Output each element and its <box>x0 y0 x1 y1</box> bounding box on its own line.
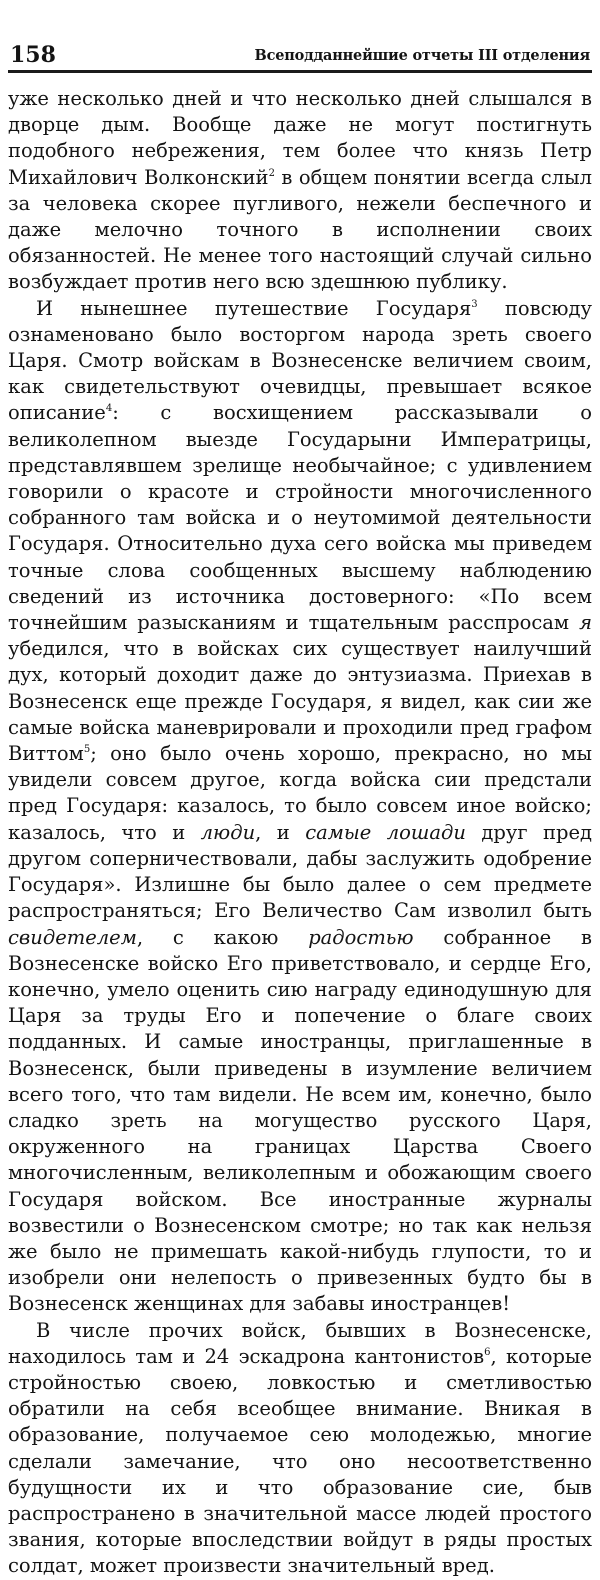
text-segment: повсюду ознаменовано было восторгом народа зреть своего Царя. Смотр войскам в Вознесенске величием своим, как свидетельствуют очевидцы, превышает всякое описание <box>8 296 592 425</box>
emphasis-text: люди <box>200 820 256 844</box>
paragraph <box>8 1318 592 1580</box>
paragraph <box>8 296 592 1318</box>
text-segment: В числе прочих войск, бывших в Вознесенске, находилось там и 24 эскадрона кантонистов <box>8 1318 592 1368</box>
text-segment: уже несколько дней и что несколько дней слышался в дворце дым. Вообще даже не могут постигнуть подобного небрежения, тем более что князь Петр Михайлович Волконский <box>8 87 592 189</box>
emphasis-text: радостью <box>308 925 414 949</box>
footnote-marker: 3 <box>471 298 478 310</box>
text-segment: , которые стройностью своею, ловкостью и сметливостью обратили на себя всеобщее внимание. Вникая в образование, получаемое сею молодежью, многие сделали замечание, что оно несоответственно будущности их и что образование сие, быв распространено в значительной массе людей простого звания, которые впоследствии войдут в ряды простых солдат, может произвести значительный вред. <box>8 1344 592 1578</box>
emphasis-text: я <box>579 611 592 635</box>
running-title: Всеподданнейшие отчеты III отделения <box>254 47 590 64</box>
header-rule <box>8 70 592 73</box>
page-header <box>8 40 592 70</box>
emphasis-text: самые лошади <box>305 820 466 844</box>
text-segment: ; оно было очень хорошо, прекрасно, но мы увидели совсем другое, когда войска сии предстали пред Государя: казалось, то было совсем иное войско; казалось, что и <box>8 742 592 844</box>
footnote-marker: 6 <box>484 1346 491 1358</box>
body-text <box>8 86 592 1580</box>
emphasis-text: свидетелем <box>8 925 137 949</box>
text-segment: убедился, что в войсках сих существует наилучший дух, который доходит даже до энтузиазма. Приехав в Вознесенск еще прежде Государя, я видел, как сии же самые войска маневрировали и проходили пред графом Виттом <box>8 637 592 766</box>
footnote-marker: 4 <box>105 403 113 415</box>
footnote-marker: 5 <box>83 744 91 756</box>
footnote-marker: 2 <box>268 167 275 179</box>
text-segment: , с какою <box>136 925 309 949</box>
text-segment: : с восхищением рассказывали о великолепном выезде Государыни Императрицы, представлявшем зрелище необычайное; с удивлением говорили о красоте и стройности многочисленного собранного там войска и о неутомимой деятельности Государя. Относительно духа сего войска мы приведем точные слова сообщенных высшему наблюдению сведений из источника достоверного: «По всем точнейшим разысканиям и тщательным расспросам <box>8 401 592 635</box>
text-segment: в общем понятии всегда слыл за человека скорее пугливого, нежели беспечного и даже мелочно точного в исполнении своих обязанностей. Не менее того настоящий случай сильно возбуждает против него всю здешнюю публику. <box>8 165 593 294</box>
text-segment: друг пред другом соперничествовали, дабы заслужить одобрение Государя». Излишне бы было далее о сем предмете распространяться; Его Величество Сам изволил быть <box>8 820 592 923</box>
text-segment: собранное в Вознесенске войско Его приветствовало, и сердце Его, конечно, умело оценить сию награду единодушную для Царя за труды Его и попечение о благе своих подданных. И самые иностранцы, приглашенные в Вознесенск, были приведены в изумление величием всего того, что там видели. Не всем им, конечно, было сладко зреть на могущество русского Царя, окруженного на границах Царства Своего многочисленным, великолепным и обожающим своего Государя войском. Все иностранные журналы возвестили о Вознесенском смотре; но так как нельзя же было не примешать какой-нибудь глупости, то и изобрели они нелепость о привезенных будто бы в Вознесенск женщинах для забавы иностранцев! <box>8 925 592 1316</box>
text-segment: , и <box>255 820 306 844</box>
page-number: 158 <box>10 42 56 68</box>
text-segment: И нынешнее путешествие Государя <box>36 296 472 320</box>
paragraph <box>8 86 592 296</box>
